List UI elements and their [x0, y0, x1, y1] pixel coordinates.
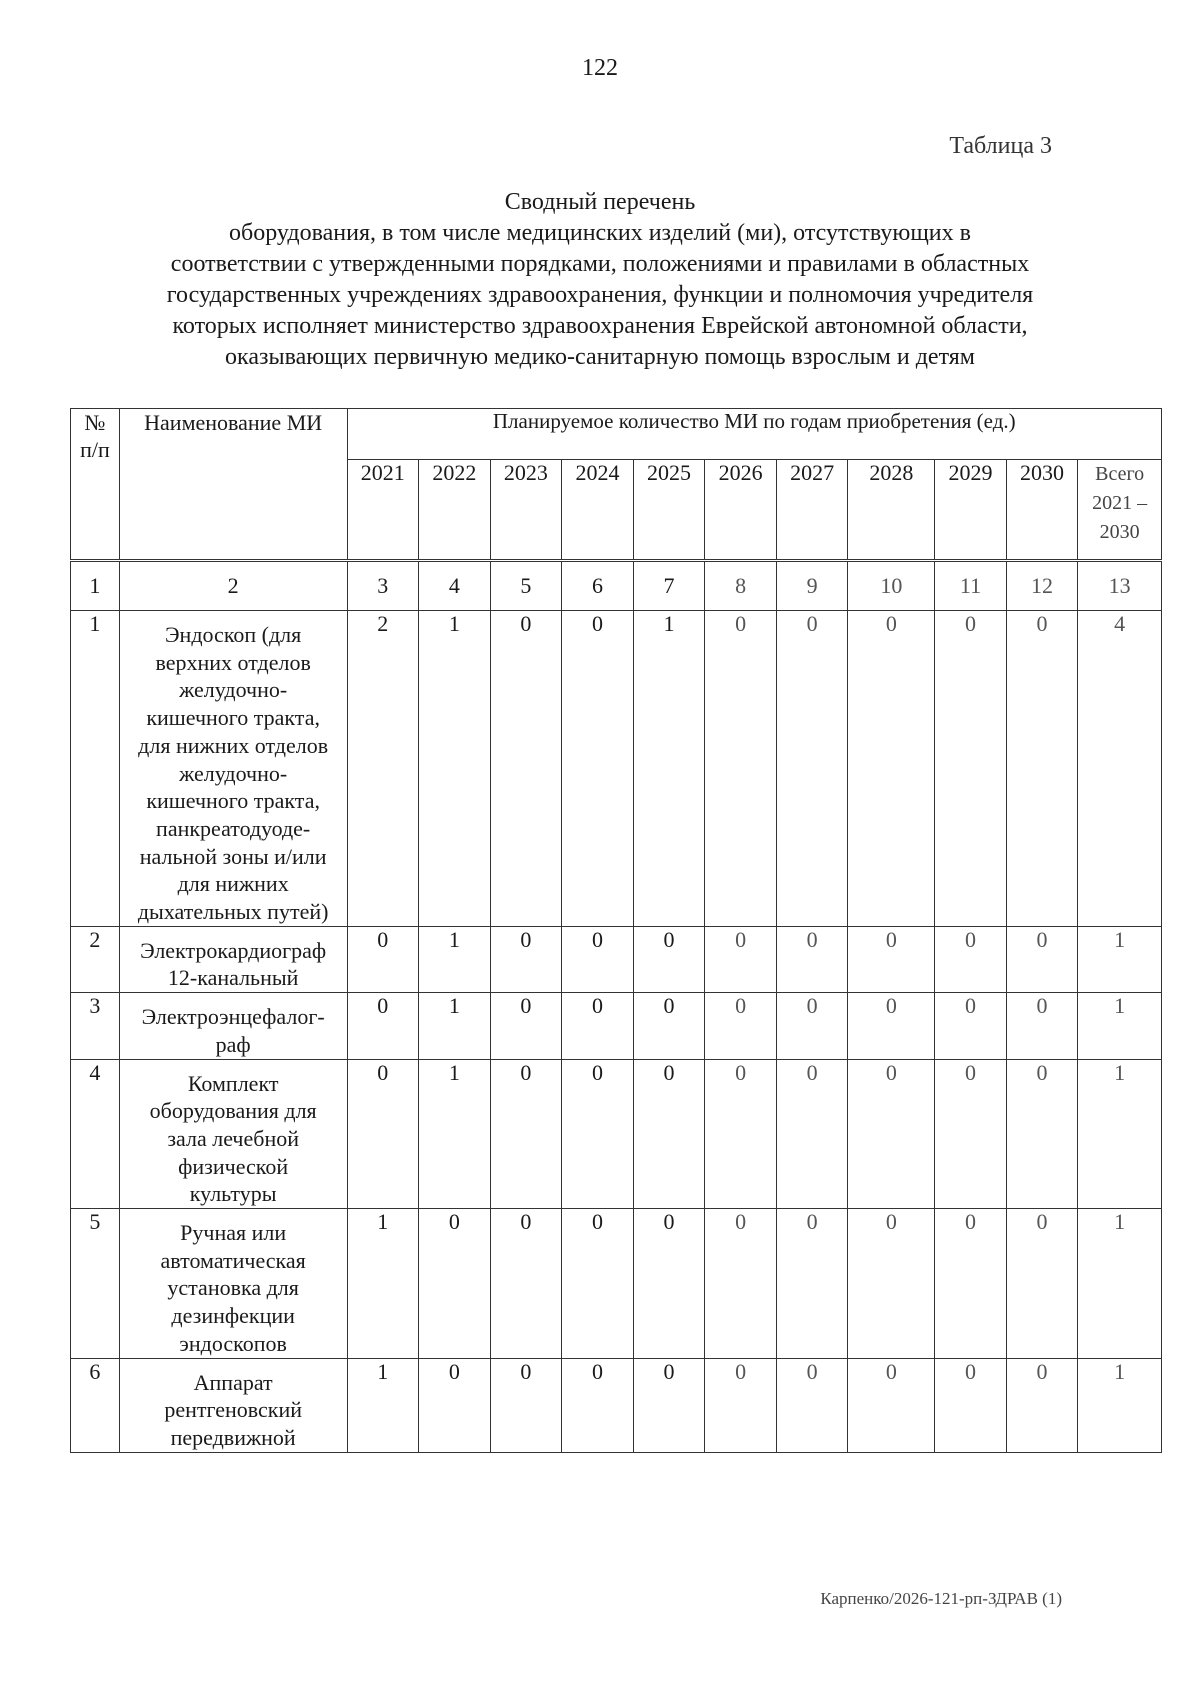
equipment-name-line: для нижних отделов [138, 732, 329, 758]
total-value: 4 [1078, 611, 1162, 927]
total-value: 1 [1078, 926, 1162, 992]
year-value: 0 [935, 1059, 1007, 1209]
year-value: 0 [848, 993, 935, 1059]
equipment-name-line: верхних отделов [155, 649, 311, 675]
title-line: государственных учреждениях здравоохранения, функции и полномочия учредителя [166, 282, 1034, 308]
column-index-cell: 10 [848, 561, 935, 611]
title-line: оказывающих первичную медико-санитарную помощь взрослым и детям [225, 344, 975, 370]
equipment-name-line: желудочно- [179, 760, 288, 786]
equipment-name [119, 1059, 347, 1209]
year-value: 0 [705, 1059, 777, 1209]
year-value: 1 [419, 1059, 491, 1209]
year-header: 2025 [633, 460, 705, 561]
year-value: 0 [1006, 926, 1078, 992]
year-value: 0 [776, 1209, 848, 1359]
equipment-name [119, 1209, 347, 1359]
year-value: 0 [633, 1209, 705, 1359]
equipment-table [70, 408, 1162, 1453]
equipment-name-line: кишечного тракта, [146, 705, 320, 731]
year-value: 0 [1006, 1059, 1078, 1209]
year-value: 0 [848, 926, 935, 992]
equipment-name [119, 1358, 347, 1452]
year-value: 0 [633, 993, 705, 1059]
equipment-name-line: культуры [189, 1181, 277, 1207]
year-value: 0 [935, 1358, 1007, 1452]
year-value: 0 [419, 1209, 491, 1359]
equipment-name-line: Электроэнцефалог- [141, 1004, 325, 1030]
column-index-cell: 6 [562, 561, 634, 611]
year-value: 1 [419, 611, 491, 927]
year-value: 0 [935, 993, 1007, 1059]
year-value: 0 [490, 1358, 562, 1452]
row-number: 5 [71, 1209, 120, 1359]
year-value: 0 [1006, 993, 1078, 1059]
equipment-name-line: зала лечебной [167, 1125, 299, 1151]
footer-ref: Карпенко/2026-121-рп-ЗДРАВ (1) [820, 1589, 1062, 1608]
year-header: 2027 [776, 460, 848, 561]
column-index-cell: 2 [119, 561, 347, 611]
table-row [71, 926, 1162, 992]
year-value: 0 [1006, 1358, 1078, 1452]
table-row [71, 611, 1162, 927]
title-line: оборудования, в том числе медицинских изделий (ми), отсутствующих в [229, 220, 971, 246]
equipment-name-line: Эндоскоп (для [165, 622, 302, 647]
equipment-name-line: дыхательных путей) [137, 899, 329, 925]
year-value: 0 [848, 611, 935, 927]
column-index-cell: 11 [935, 561, 1007, 611]
column-index-cell: 13 [1078, 561, 1162, 611]
year-value: 0 [347, 1059, 419, 1209]
year-value: 0 [562, 993, 634, 1059]
equipment-name-line: оборудования для [149, 1098, 317, 1124]
year-header: 2022 [419, 460, 491, 561]
year-value: 0 [776, 611, 848, 927]
equipment-name [119, 993, 347, 1059]
year-value: 0 [776, 1059, 848, 1209]
year-value: 1 [347, 1358, 419, 1452]
column-index-cell: 9 [776, 561, 848, 611]
year-value: 0 [490, 611, 562, 927]
year-value: 1 [347, 1209, 419, 1359]
year-value: 0 [562, 1358, 634, 1452]
year-value: 0 [776, 1358, 848, 1452]
year-value: 0 [562, 926, 634, 992]
column-index-cell: 8 [705, 561, 777, 611]
row-number: 4 [71, 1059, 120, 1209]
year-value: 0 [935, 611, 1007, 927]
total-value: 1 [1078, 1209, 1162, 1359]
year-value: 0 [490, 993, 562, 1059]
year-value: 0 [633, 1358, 705, 1452]
year-header: 2029 [935, 460, 1007, 561]
year-value: 1 [633, 611, 705, 927]
year-value: 0 [848, 1209, 935, 1359]
year-value: 0 [347, 993, 419, 1059]
column-index-cell: 4 [419, 561, 491, 611]
total-header: Всего 2021 – 2030 [1078, 460, 1162, 561]
equipment-name-line: для нижних [177, 871, 289, 897]
column-index-cell: 7 [633, 561, 705, 611]
total-value: 1 [1078, 1059, 1162, 1209]
col-name-header: Наименование МИ [119, 409, 347, 561]
equipment-name-line: эндоскопов [179, 1330, 287, 1356]
table-row [71, 1209, 1162, 1359]
row-number: 3 [71, 993, 120, 1059]
title-line: Сводный перечень [504, 189, 696, 215]
year-value: 2 [347, 611, 419, 927]
column-index-cell: 5 [490, 561, 562, 611]
page-number: 122 [582, 55, 618, 81]
total-value: 1 [1078, 993, 1162, 1059]
year-value: 1 [419, 926, 491, 992]
column-index-cell: 1 [71, 561, 120, 611]
column-index-cell: 12 [1006, 561, 1078, 611]
year-value: 0 [562, 1209, 634, 1359]
year-value: 0 [1006, 611, 1078, 927]
equipment-name-line: Электрокардиограф [140, 937, 327, 963]
equipment-name-line: раф [215, 1031, 251, 1057]
document-title [90, 187, 1110, 373]
table-row [71, 993, 1162, 1059]
row-number: 1 [71, 611, 120, 927]
equipment-name-line: 12-канальный [167, 965, 299, 991]
title-line: которых исполняет министерство здравоохранения Еврейской автономной области, [172, 313, 1028, 339]
year-value: 0 [848, 1358, 935, 1452]
year-value: 0 [490, 1209, 562, 1359]
year-value: 1 [419, 993, 491, 1059]
equipment-name-line: установка для [167, 1275, 299, 1301]
year-value: 0 [633, 926, 705, 992]
equipment-name-line: автоматическая [160, 1247, 306, 1273]
equipment-name-line: Комплект [187, 1070, 279, 1096]
equipment-name-line: нальной зоны и/или [139, 843, 327, 869]
year-value: 0 [776, 926, 848, 992]
year-header: 2028 [848, 460, 935, 561]
column-index-row [71, 561, 1162, 611]
table-label: Таблица 3 [949, 133, 1052, 159]
year-value: 0 [935, 926, 1007, 992]
equipment-name-line: Ручная или [180, 1220, 287, 1246]
year-header: 2023 [490, 460, 562, 561]
year-header: 2026 [705, 460, 777, 561]
col-num-header: № п/п [71, 409, 120, 561]
year-value: 0 [347, 926, 419, 992]
plan-header: Планируемое количество МИ по годам приобретения (ед.) [347, 409, 1161, 460]
year-value: 0 [848, 1059, 935, 1209]
year-value: 0 [490, 1059, 562, 1209]
row-number: 2 [71, 926, 120, 992]
equipment-name-line: физической [178, 1153, 289, 1179]
year-value: 0 [705, 993, 777, 1059]
year-value: 0 [562, 611, 634, 927]
equipment-name-line: панкреатодуоде- [156, 815, 311, 841]
year-value: 0 [705, 611, 777, 927]
year-header: 2021 [347, 460, 419, 561]
equipment-name-line: передвижной [170, 1424, 296, 1450]
year-header: 2030 [1006, 460, 1078, 561]
year-header: 2024 [562, 460, 634, 561]
table-row [71, 1358, 1162, 1452]
equipment-name-line: рентгеновский [164, 1397, 302, 1423]
equipment-name-line: Аппарат [193, 1369, 273, 1395]
row-number: 6 [71, 1358, 120, 1452]
title-line: соответствии с утвержденными порядками, положениями и правилами в областных [170, 251, 1030, 277]
year-value: 0 [776, 993, 848, 1059]
year-value: 0 [935, 1209, 1007, 1359]
equipment-name [119, 926, 347, 992]
column-index-cell: 3 [347, 561, 419, 611]
year-value: 0 [419, 1358, 491, 1452]
year-value: 0 [562, 1059, 634, 1209]
equipment-name-line: кишечного тракта, [146, 788, 320, 814]
equipment-name [119, 611, 347, 927]
total-value: 1 [1078, 1358, 1162, 1452]
equipment-name-line: дезинфекции [171, 1303, 295, 1329]
year-value: 0 [633, 1059, 705, 1209]
year-value: 0 [705, 1358, 777, 1452]
year-value: 0 [1006, 1209, 1078, 1359]
year-value: 0 [705, 1209, 777, 1359]
year-value: 0 [490, 926, 562, 992]
table-row [71, 1059, 1162, 1209]
year-value: 0 [705, 926, 777, 992]
equipment-name-line: желудочно- [179, 677, 288, 703]
